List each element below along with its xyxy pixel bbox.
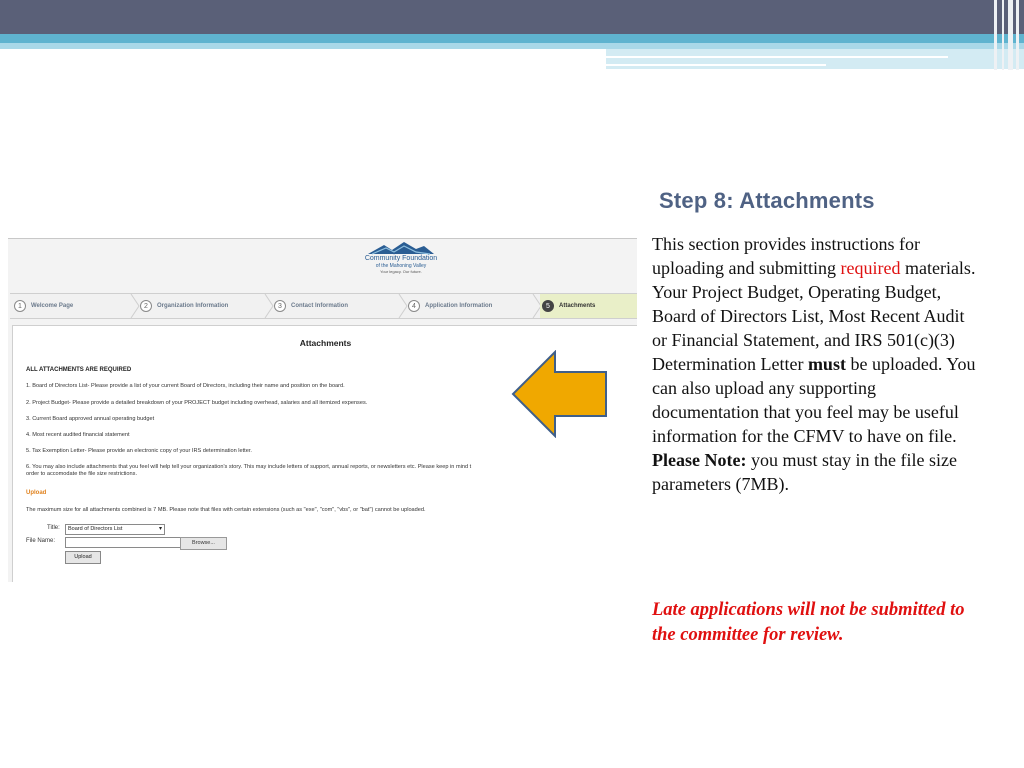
logo-tagline: Your legacy. Our future. bbox=[380, 269, 422, 274]
chevron-down-icon: ▾ bbox=[158, 526, 162, 532]
slide-accent-line bbox=[606, 56, 948, 58]
logo-line1: Community Foundation bbox=[364, 255, 438, 262]
upload-button[interactable]: Upload bbox=[65, 551, 101, 564]
step-label: Contact Information bbox=[291, 303, 348, 309]
title-select[interactable] bbox=[65, 524, 165, 535]
step-number: 1 bbox=[14, 300, 26, 312]
title-label: Title: bbox=[47, 525, 60, 531]
step-number: 4 bbox=[408, 300, 420, 312]
file-name-input[interactable] bbox=[65, 537, 181, 548]
file-name-label: File Name: bbox=[26, 538, 56, 544]
desc-please-note: Please Note: bbox=[652, 450, 747, 470]
step-label: Attachments bbox=[559, 303, 596, 309]
slide-accent-block bbox=[606, 49, 1024, 69]
desc-text: you must stay in the file size parameters (7MB). bbox=[652, 450, 957, 494]
desc-text: be uploaded. You can also upload any supporting documentation that you feel may be useful information for the CFMV to have on file. bbox=[652, 354, 976, 446]
step-contact-information[interactable] bbox=[274, 294, 398, 318]
title-select-value: Board of Directors List bbox=[68, 526, 123, 532]
list-item: order to accomodate the file size restrictions. bbox=[26, 471, 137, 477]
step-number: 2 bbox=[140, 300, 152, 312]
wizard-steps bbox=[10, 293, 637, 319]
list-item: 1. Board of Directors List- Please provide a list of your current Board of Directors, including their name and position on the board. bbox=[26, 383, 345, 389]
slide-accent-line bbox=[606, 64, 826, 66]
late-notice: Late applications will not be submitted to the committee for review. bbox=[652, 600, 965, 645]
required-header: ALL ATTACHMENTS ARE REQUIRED bbox=[26, 367, 132, 373]
cfmv-logo bbox=[360, 241, 442, 281]
list-item: 3. Current Board approved annual operating budget bbox=[26, 416, 155, 422]
step-label: Organization Information bbox=[157, 303, 229, 309]
chevron-right-icon bbox=[264, 294, 274, 318]
slide-corner-stripes bbox=[990, 0, 1024, 70]
upload-header: Upload bbox=[26, 490, 47, 496]
step-attachments[interactable] bbox=[540, 294, 637, 318]
browse-button[interactable]: Browse... bbox=[180, 537, 227, 550]
list-item: 5. Tax Exemption Letter- Please provide an electronic copy of your IRS determination letter. bbox=[26, 448, 252, 454]
step-welcome-page[interactable] bbox=[14, 294, 132, 318]
logo-line2: of the Mahoning Valley bbox=[375, 263, 427, 269]
left-arrow-icon bbox=[511, 350, 609, 438]
chevron-right-icon bbox=[130, 294, 140, 318]
desc-must: must bbox=[807, 354, 846, 374]
step-number: 5 bbox=[542, 300, 554, 312]
step-organization-information[interactable] bbox=[140, 294, 264, 318]
desc-text: This section provides instructions for uploading and submitting bbox=[652, 234, 920, 278]
step-application-information[interactable] bbox=[408, 294, 532, 318]
mountain-logo-icon bbox=[366, 241, 436, 255]
slide-description bbox=[652, 232, 982, 496]
list-item: 6. You may also include attachments that you feel will help tell your organization's story. This may include letters of support, annual reports, or newsletters etc. Please keep in mind t bbox=[26, 464, 472, 470]
list-item: 2. Project Budget- Please provide a detailed breakdown of your PROJECT budget including overhead, salaries and all itemized expenses. bbox=[26, 400, 368, 406]
list-item: 4. Most recent audited financial statement bbox=[26, 432, 130, 438]
slide-accent-bar bbox=[0, 34, 1024, 43]
step-number: 3 bbox=[274, 300, 286, 312]
panel-title: Attachments bbox=[299, 338, 352, 348]
desc-text: materials. Your Project Budget, Operating Budget, Board of Directors List, Most Recent Audit or Financial Statement, and IRS 501(c)(3) Determination Letter bbox=[652, 258, 976, 374]
max-size-note: The maximum size for all attachments combined is 7 MB. Please note that files with certain extensions (such as "exe", "com", "vbs", or "bat") cannot be uploaded. bbox=[26, 507, 426, 513]
step-label: Application Information bbox=[425, 303, 493, 309]
chevron-right-icon bbox=[398, 294, 408, 318]
desc-required: required bbox=[840, 258, 901, 278]
slide-title: Step 8: Attachments bbox=[659, 188, 875, 213]
step-label: Welcome Page bbox=[31, 303, 74, 309]
slide-top-bar bbox=[0, 0, 1024, 34]
